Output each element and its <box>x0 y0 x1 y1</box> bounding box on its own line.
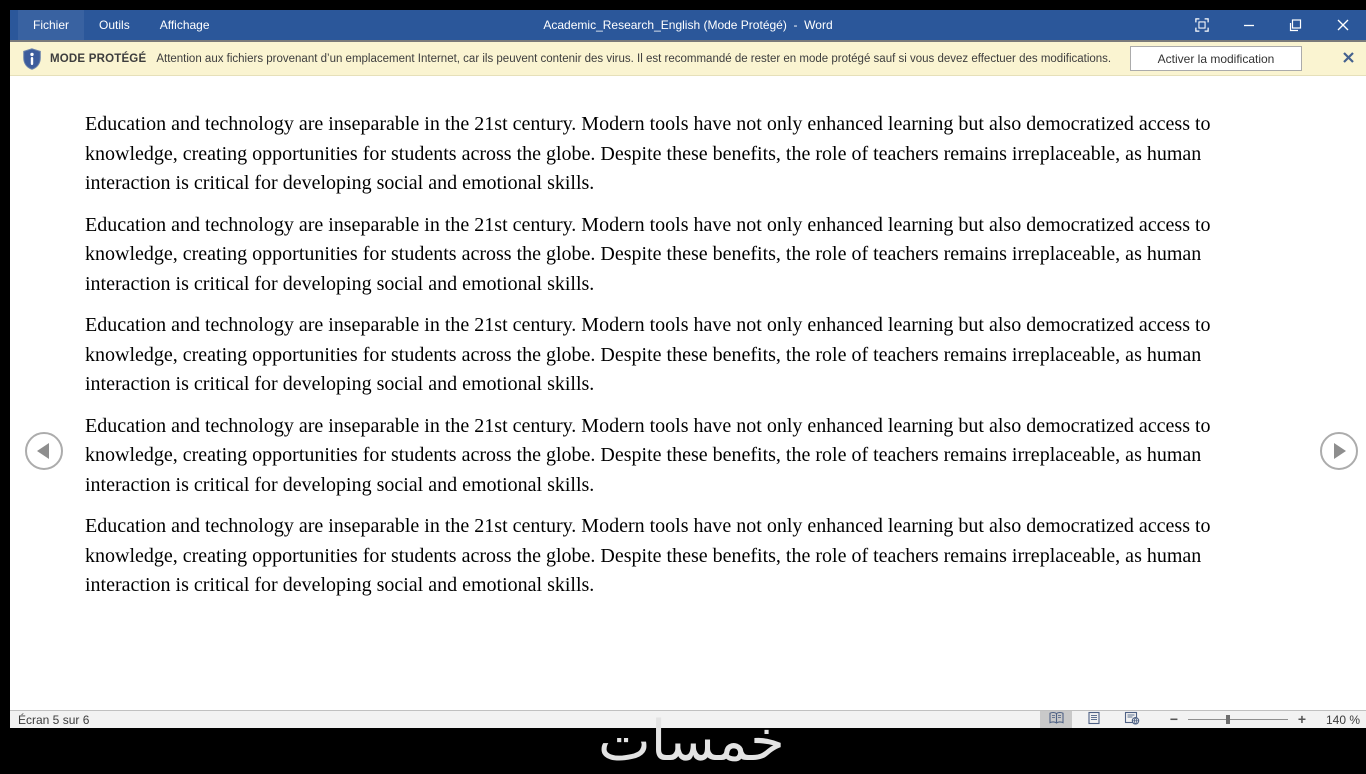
zoom-slider-thumb[interactable] <box>1226 715 1230 724</box>
zoom-in-button[interactable]: + <box>1297 711 1307 727</box>
shield-info-icon <box>22 48 42 70</box>
menu-fichier[interactable]: Fichier <box>18 10 84 40</box>
protected-view-label: MODE PROTÉGÉ <box>50 52 147 65</box>
arrow-right-icon <box>1334 443 1346 459</box>
restore-button[interactable] <box>1272 10 1319 40</box>
print-layout-icon <box>1087 711 1101 728</box>
status-bar-right <box>1040 711 1366 728</box>
close-button[interactable] <box>1319 10 1366 40</box>
document-paragraph: Education and technology are inseparable in the 21st century. Modern tools have not only enhanced learning but also democratized access to knowledge, creating opportunities for students across the globe. Despite these benefits, the role of teachers remains irreplaceable, as human interaction is critical for developing social and emotional skills. <box>85 213 1211 295</box>
document-paragraph: Education and technology are inseparable in the 21st century. Modern tools have not only enhanced learning but also democratized access to knowledge, creating opportunities for students across the globe. Despite these benefits, the role of teachers remains irreplaceable, as human interaction is critical for developing social and emotional skills. <box>85 515 1211 596</box>
title-bar <box>10 10 1366 40</box>
close-icon <box>1337 19 1349 31</box>
zoom-slider-track <box>1188 719 1288 720</box>
zoom-out-button[interactable]: − <box>1169 711 1179 727</box>
menu-affichage[interactable]: Affichage <box>159 18 210 32</box>
screen-count-label: Écran 5 sur 6 <box>18 712 90 727</box>
window-title: Academic_Research_English (Mode Protégé) - Word <box>543 18 833 32</box>
protected-view-message: Attention aux fichiers provenant d’un emplacement Internet, car ils peuvent contenir des virus. Il est recommandé de rester en mode protégé sauf si vous devez effectuer des modifications. <box>156 52 1112 65</box>
banner-close-button[interactable] <box>1340 51 1356 67</box>
enable-editing-button[interactable]: Activer la modification <box>1130 46 1302 71</box>
read-mode-icon <box>1048 711 1065 728</box>
ribbon-display-options-button[interactable] <box>1178 10 1225 40</box>
khamsat-watermark: خمسات <box>598 709 785 774</box>
zoom-slider[interactable] <box>1188 711 1288 728</box>
arrow-left-icon <box>37 443 49 459</box>
document-paragraph: Education and technology are inseparable in the 21st century. Modern tools have not only enhanced learning but also democratized access to knowledge, creating opportunities for students across the globe. Despite these benefits, the role of teachers remains irreplaceable, as human interaction is critical for developing social and emotional skills. <box>85 414 1211 496</box>
window-controls <box>1178 10 1366 40</box>
document-paragraph: Education and technology are inseparable in the 21st century. Modern tools have not only enhanced learning but also democratized access to knowledge, creating opportunities for students across the globe. Despite these benefits, the role of teachers remains irreplaceable, as human interaction is critical for developing social and emotional skills. <box>85 314 1211 395</box>
read-mode-button[interactable] <box>1040 711 1072 728</box>
protected-view-banner <box>10 40 1366 76</box>
status-bar <box>10 710 1366 728</box>
zoom-level-label[interactable]: 140 % <box>1325 712 1360 727</box>
restore-icon <box>1289 19 1302 32</box>
menu-bar <box>10 10 225 40</box>
menu-outils[interactable]: Outils <box>99 18 130 32</box>
web-layout-icon <box>1124 711 1140 728</box>
word-window <box>10 10 1366 774</box>
previous-screen-button[interactable] <box>25 432 63 470</box>
next-screen-button[interactable] <box>1320 432 1358 470</box>
print-layout-button[interactable] <box>1078 711 1110 728</box>
fullscreen-brackets-icon <box>1195 18 1209 32</box>
document-page <box>10 76 1237 601</box>
banner-close-icon <box>1343 50 1354 68</box>
minimize-icon <box>1243 19 1255 31</box>
web-layout-button[interactable] <box>1116 711 1148 728</box>
document-paragraph: Education and technology are inseparable in the 21st century. Modern tools have not only enhanced learning but also democratized access to knowledge, creating opportunities for students across the globe. Despite these benefits, the role of teachers remains irreplaceable, as human interaction is critical for developing social and emotional skills. <box>85 113 1211 194</box>
minimize-button[interactable] <box>1225 10 1272 40</box>
